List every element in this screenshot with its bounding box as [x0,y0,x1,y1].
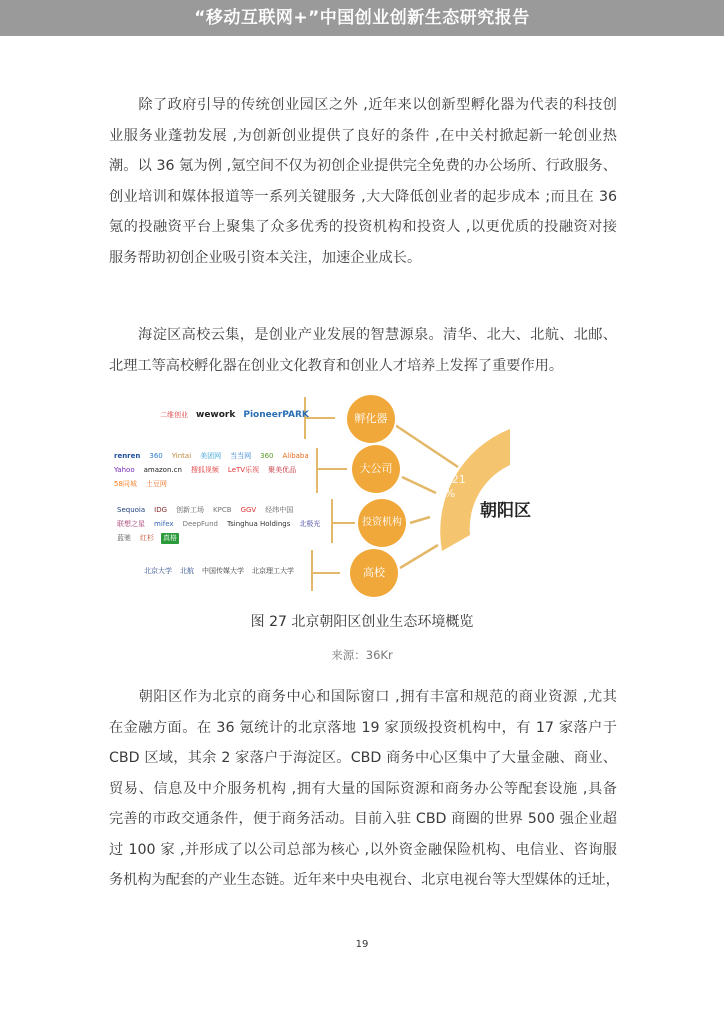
logo: 360 [149,452,163,460]
arc-unit: % [444,487,456,500]
district-label: 朝阳区 [480,501,531,521]
logo: 中国传媒大学 [202,567,244,575]
logo: wework [196,410,236,420]
text-line: 除了政府引导的传统创业园区之外 ,近年来以创新型孵化器为代表的科技创 [109,97,617,113]
text-line: 贸易、信息及中介服务机构 ,拥有大量的国际资源和商务办公等配套设施 ,具备 [109,780,617,797]
text-line: CBD 区域，其余 2 家落户于海淀区。CBD 商务中心区集中了大量金融、商业、 [109,750,617,766]
text-line: 业服务业蓬勃发展 ,为创新创业提供了良好的条件 ,在中关村掀起新一轮创业热 [109,127,617,144]
node-university: 高校 [350,549,398,597]
logo: 蓝驰 [117,534,131,542]
logo: 北极光 [299,520,321,528]
logo: 聚美优品 [268,466,297,474]
logo: Yahoo [114,466,135,474]
text-line: 服务帮助初创企业吸引资本关注，加速企业成长。 [109,249,422,266]
logo: 美团网 [200,452,222,460]
logo: 360 [260,452,274,460]
arc-percentage [430,473,470,501]
text-line: 朝阳区作为北京的商务中心和国际窗口 ,拥有丰富和规范的商业资源 ,尤其 [109,689,617,705]
figure-caption: 图 27 北京朝阳区创业生态环境概览 [250,614,474,630]
logo: renren [114,452,141,460]
logo: 当当网 [230,452,252,460]
logo: 二维创业 [160,411,188,419]
logo: Yintai [171,452,192,460]
text-line: 务机构为配套的产业生态链。近年来中央电视台、北京电视台等大型媒体的迁址， [109,872,620,888]
logo: Alibaba [282,452,309,460]
logo: 北航 [180,567,194,575]
logos-incubators [158,410,311,421]
text-line: 海淀区高校云集，是创业产业发展的智慧源泉。清华、北大、北航、北邮、 [109,327,617,343]
logo: 58同城 [114,480,137,488]
arc-value: 33.21 [434,473,466,486]
report-title: “移动互联网+”中国创业创新生态研究报告 [194,8,530,28]
logo: 真格 [163,534,177,542]
paragraph-chaoyang [109,682,620,896]
logo: Tsinghua Holdings [226,520,291,528]
text-line: 创业培训和媒体报道等一系列关键服务 ,大大降低创业者的起步成本 ;而且在 36 [109,188,617,205]
text-line: 在金融方面。在 36 氪统计的北京落地 19 家顶级投资机构中，有 17 家落户于 [109,719,617,736]
paragraph-incubators [109,90,617,273]
node-investor: 投资机构 [358,499,406,547]
node-big-company: 大公司 [352,445,400,493]
paragraph-haidian [109,320,617,381]
logo: mifex [154,520,174,528]
node-incubator: 孵化器 [347,395,395,443]
logo: KPCB [213,506,232,514]
logo: 红杉 [140,534,154,542]
logo: 创新工场 [176,506,205,514]
logos-big-companies [112,451,312,490]
logo: LeTV乐视 [227,466,260,474]
figure-source: 来源：36Kr [331,648,393,662]
logo: Sequoia [117,506,146,514]
logo: 搜狐视频 [190,466,219,474]
text-line: 完善的市政交通条件，便于商务活动。目前入驻 CBD 商圈的世界 500 强企业超 [109,811,617,827]
text-line: 过 100 家 ,并形成了以公司总部为核心 ,以外资金融保险机构、电信业、咨询服 [109,841,617,858]
logo: GGV [240,506,257,514]
logos-investors [115,505,327,544]
logos-universities [142,566,296,577]
logo: 北京大学 [144,567,172,575]
logo: IDG [154,506,168,514]
logo: 联想之星 [117,520,145,528]
logo: 北京理工大学 [252,567,294,575]
logo: amazon.cn [143,466,182,474]
text-line: 北理工等高校孵化器在创业文化教育和创业人才培养上发挥了重要作用。 [109,357,564,374]
logo: PioneerPARK [243,410,309,420]
page-number: 19 [355,939,369,950]
text-line: 潮。以 36 氪为例 ,氪空间不仅为初创企业提供完全免费的办公场所、行政服务、 [109,158,617,174]
ecosystem-figure [110,393,590,593]
text-line: 氪的投融资平台上聚集了众多优秀的投资机构和投资人 ,以更优质的投融资对接 [109,219,617,235]
logo: DeepFund [182,520,218,528]
logo: 经纬中国 [265,506,294,514]
logo: 土豆网 [145,480,167,488]
